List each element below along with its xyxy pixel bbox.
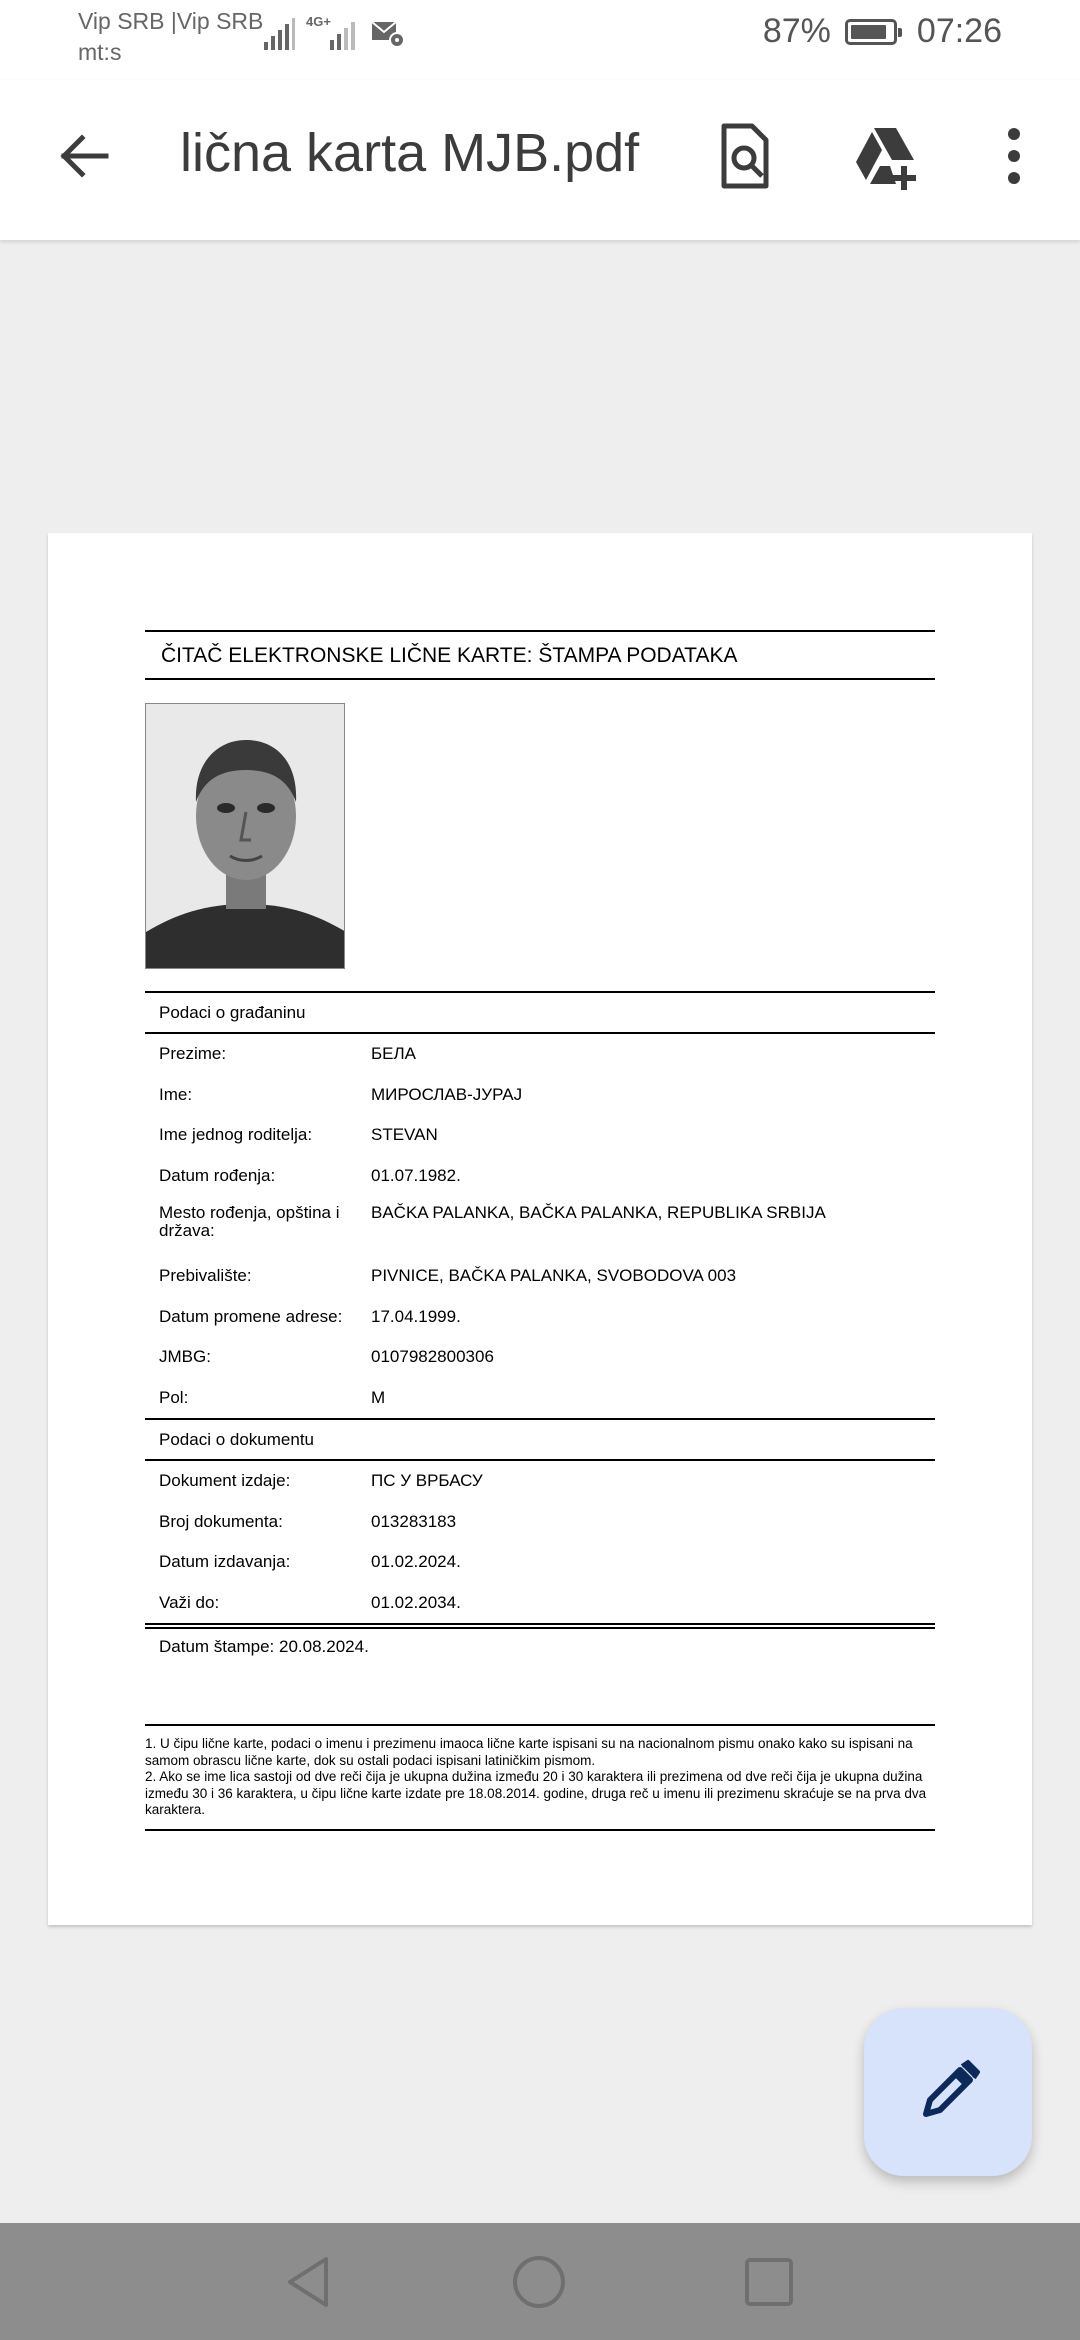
status-bar: [0, 0, 1080, 80]
signal-icon: [262, 18, 296, 52]
footnote-2: 2. Ako se ime lica sastoji od dve reči čija je ukupna dužina između 20 i 30 karaktera ili prezimena od dve reči čija je ukupna dužina između 30 i 36 karaktera, u čipu lične karte izdate pre 18.08.2014. godine, druga reč u imenu ili prezimenu skraćuje se na prva dva karaktera.: [145, 1769, 927, 1817]
add-to-drive-icon[interactable]: [852, 120, 924, 192]
field-row: Ime jednog roditelja: STEVAN: [159, 1125, 438, 1145]
carrier-name: Vip SRB |Vip SRB: [78, 8, 264, 34]
nav-home-icon[interactable]: [510, 2253, 568, 2311]
clock: 07:26: [916, 12, 1002, 50]
nav-recents-icon[interactable]: [740, 2253, 798, 2311]
field-row: Datum izdavanja: 01.02.2024.: [159, 1552, 461, 1572]
battery-percent: 87%: [762, 12, 831, 50]
field-row: Datum promene adrese: 17.04.1999.: [159, 1306, 461, 1326]
edit-fab-button[interactable]: [864, 2008, 1032, 2176]
printout-title: ČITAČ ELEKTRONSKE LIČNE KARTE: ŠTAMPA PODATAKA: [145, 630, 935, 680]
footnote-1: 1. U čipu lične karte, podaci o imenu i prezimenu imaoca lične karte ispisani su na nacionalnom pismu onako kako su ispisani na samom obrascu lične karte, dok su ostali podaci ispisani latiničkim pismom.: [145, 1736, 913, 1768]
carrier-sub: mt:s: [78, 39, 122, 65]
field-row: Važi do: 01.02.2034.: [159, 1592, 461, 1612]
field-row: Mesto rođenja, opština i država: BAČKA PALANKA, BAČKA PALANKA, REPUBLIKA SRBIJA: [159, 1203, 826, 1240]
nav-back-icon[interactable]: [280, 2253, 338, 2311]
footnotes: [145, 1724, 935, 1831]
field-row: JMBG: 0107982800306: [159, 1347, 494, 1367]
citizen-photo: [145, 703, 345, 969]
app-bar: [0, 80, 1080, 240]
status-right-group: [763, 12, 1002, 51]
print-date: Datum štampe: 20.08.2024.: [159, 1637, 369, 1656]
document-title: lična karta MJB.pdf: [180, 123, 640, 183]
network-type-label: 4G+: [306, 14, 331, 29]
field-row: Prezime: БЕЛА: [159, 1044, 416, 1064]
field-row: Dokument izdaje: ПС У ВРБАСУ: [159, 1471, 483, 1491]
find-in-page-icon[interactable]: [708, 120, 780, 192]
pdf-page[interactable]: [48, 533, 1032, 1925]
field-row: Ime: МИРОСЛАВ-ЈУРАЈ: [159, 1084, 523, 1104]
signal-2-icon: [306, 18, 362, 52]
carrier-info: [78, 6, 263, 68]
id-card-printout: [145, 630, 935, 1831]
citizen-data-heading: Podaci o građaninu: [145, 991, 935, 1034]
field-row: Datum rođenja: 01.07.1982.: [159, 1165, 461, 1185]
mail-settings-icon: [370, 18, 406, 50]
back-arrow-icon[interactable]: [54, 126, 114, 186]
system-nav-bar: [0, 2223, 1080, 2340]
document-data-heading: Podaci o dokumentu: [145, 1418, 935, 1461]
field-row: Broj dokumenta: 013283183: [159, 1511, 457, 1531]
pen-icon: [912, 2056, 984, 2128]
field-row: Prebivalište: PIVNICE, BAČKA PALANKA, SVOBODOVA 003: [159, 1266, 737, 1286]
field-row: Pol: M: [159, 1387, 386, 1407]
battery-icon: [845, 19, 897, 45]
more-options-icon[interactable]: [978, 120, 1050, 192]
